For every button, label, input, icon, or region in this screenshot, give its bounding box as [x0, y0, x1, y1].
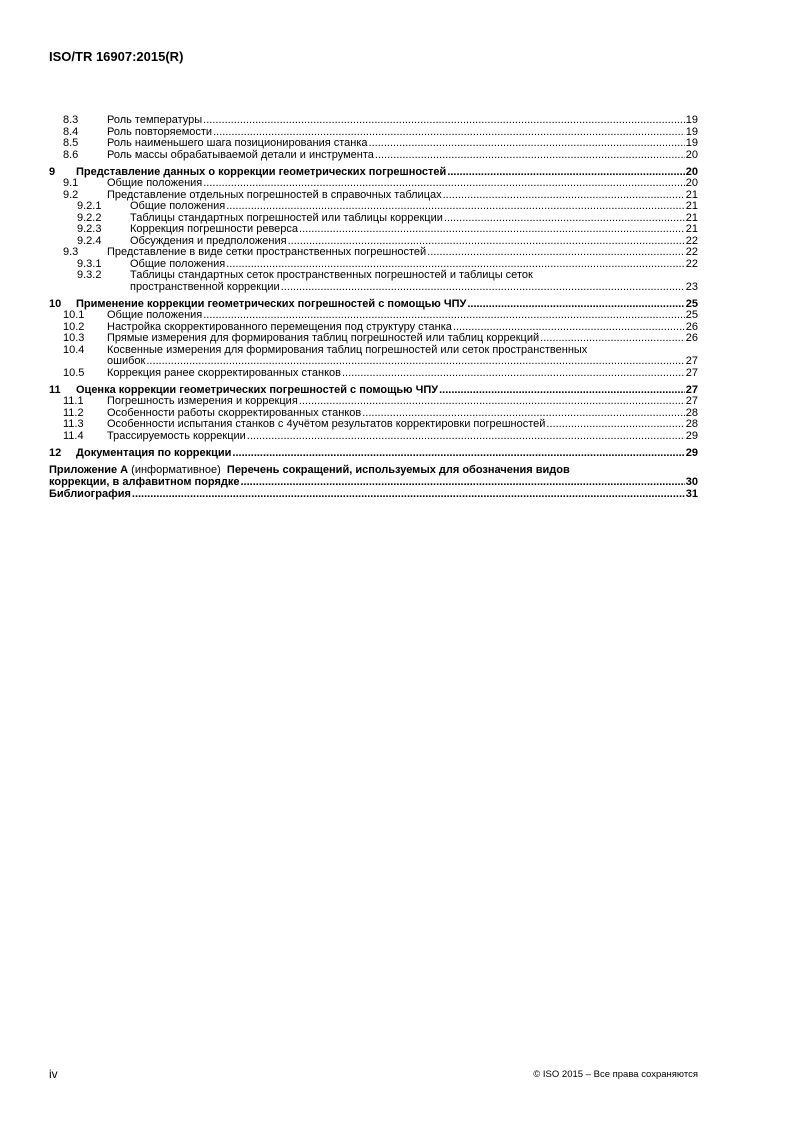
toc-leader [241, 476, 685, 488]
toc-number: 9.1 [63, 177, 79, 189]
toc-leader [540, 333, 685, 345]
toc-leader [444, 213, 685, 225]
toc-number: 9.3.1 [77, 257, 102, 270]
toc-number: 11.3 [63, 418, 84, 430]
toc-leader [203, 178, 685, 190]
toc-title: Общие положения [130, 257, 226, 270]
toc-title: Общие положения [107, 309, 203, 321]
toc-entry-8-3[interactable] [49, 115, 698, 127]
annex-title-line1: Перечень сокращений, используемых для обозначения видов [226, 464, 570, 476]
toc-title: Таблицы стандартных погрешностей или таблицы коррекции [130, 211, 443, 224]
toc-entry-8-6[interactable] [49, 150, 698, 162]
toc-page: 20 [685, 166, 698, 178]
toc-title: Представление в виде сетки пространственных погрешностей [107, 246, 427, 258]
toc-entry-9-2-1[interactable] [49, 201, 698, 213]
toc-title-line2: ошибок [107, 355, 146, 367]
toc-entry-8-5[interactable] [49, 138, 698, 150]
toc-page: 23 [685, 280, 698, 293]
toc-leader [439, 384, 685, 396]
page-number: iv [49, 1067, 58, 1081]
toc-leader [427, 247, 685, 259]
toc-page: 28 [685, 418, 698, 430]
toc-page: 21 [685, 223, 698, 235]
toc-entry-10-1[interactable] [49, 310, 698, 322]
toc-page: 26 [685, 320, 698, 333]
toc-number: 10.5 [63, 366, 85, 379]
toc-page: 25 [685, 309, 698, 321]
toc-title: Роль повторяемости [107, 125, 213, 138]
toc-page: 29 [685, 429, 698, 442]
toc-entry-10-4[interactable] [49, 345, 698, 368]
toc-title: Документация по коррекции [76, 447, 232, 459]
toc-title: Оценка коррекции геометрических погрешностей с помощью ЧПУ [76, 384, 439, 396]
toc-page: 28 [685, 406, 698, 419]
toc-number: 11 [49, 384, 61, 396]
toc-page: 27 [685, 366, 698, 379]
toc-page: 25 [685, 298, 698, 310]
toc-leader [247, 431, 685, 443]
toc-page: 31 [685, 488, 698, 500]
toc-number: 11.4 [63, 429, 84, 442]
toc-title: Настройка скорректированного перемещения под структуру станка [107, 320, 452, 333]
copyright-notice: © ISO 2015 – Все права сохраняются [533, 1069, 698, 1080]
toc-title: Особенности испытания станков с 4учётом результатов корректировки погрешностей [107, 418, 546, 430]
toc-number: 8.6 [63, 148, 79, 161]
toc-page: 29 [685, 447, 698, 459]
toc-number: 10.3 [63, 332, 85, 344]
toc-title: Роль массы обрабатываемой детали и инструмента [107, 148, 374, 161]
toc-entry-11-4[interactable] [49, 431, 698, 443]
annex-kind: (информативное) [131, 464, 221, 476]
toc-leader [281, 282, 685, 294]
toc-title: Библиография [49, 488, 131, 500]
toc-title: Роль наименьшего шага позиционирования станка [107, 137, 368, 149]
toc-leader [146, 356, 684, 368]
toc-entry-9-2-3[interactable] [49, 224, 698, 236]
toc-page: 27 [685, 355, 698, 367]
toc-entry-annex-a[interactable] [49, 464, 698, 488]
toc-number: 9.2.3 [77, 223, 102, 235]
toc-leader [203, 310, 685, 322]
toc-title-line2: пространственной коррекции [130, 280, 280, 293]
toc-title: Представление данных о коррекции геометрических погрешностей [76, 166, 447, 178]
toc-entry-9-3[interactable] [49, 247, 698, 259]
toc-number: 10.4 [63, 343, 85, 356]
toc-number: 10.2 [63, 320, 85, 333]
toc-number: 9.2.2 [77, 211, 102, 224]
toc-entry-bibliography[interactable] [49, 488, 698, 500]
toc-number: 8.3 [63, 114, 79, 126]
toc-page: 20 [685, 177, 698, 189]
toc-title: Коррекция ранее скорректированных станков [107, 366, 341, 379]
toc-leader [342, 368, 685, 380]
toc-page: 30 [685, 476, 698, 488]
toc-number: 8.4 [63, 125, 79, 138]
toc-leader [447, 166, 684, 178]
toc-title: Общие положения [107, 177, 203, 189]
toc-number: 11.2 [63, 406, 84, 419]
toc-page: 21 [685, 188, 698, 201]
toc-leader [132, 488, 685, 500]
toc-entry-9-3-2[interactable] [49, 270, 698, 293]
toc-page: 27 [685, 384, 698, 396]
toc-title: Представление отдельных погрешностей в справочных таблицах [107, 188, 442, 201]
toc-number: 10 [49, 298, 62, 310]
toc-title: Общие положения [130, 200, 226, 212]
toc-title: Прямые измерения для формирования таблиц погрешностей или таблиц коррекций [107, 332, 540, 344]
toc-page: 21 [685, 200, 698, 212]
toc-page: 19 [685, 114, 698, 126]
toc-leader [369, 138, 685, 150]
toc-page: 19 [685, 125, 698, 138]
toc-page: 22 [685, 234, 698, 247]
toc-title: Трассируемость коррекции [107, 429, 246, 442]
toc-title: Применение коррекции геометрических погрешностей с помощью ЧПУ [76, 298, 467, 310]
toc-entry-12[interactable] [49, 447, 698, 459]
toc-number: 9.2.4 [77, 234, 102, 247]
toc-title: Роль температуры [107, 114, 203, 126]
annex-title-line2: коррекции, в алфавитном порядке [49, 476, 240, 488]
toc-entry-9-1[interactable] [49, 178, 698, 190]
toc-page: 26 [685, 332, 698, 344]
toc-leader [232, 447, 684, 459]
toc-leader [226, 201, 685, 213]
toc-number: 9 [49, 166, 56, 178]
toc-number: 8.5 [63, 137, 79, 149]
toc-title: Обсуждения и предположения [130, 234, 287, 247]
toc-title: Коррекция погрешности реверса [130, 223, 299, 235]
toc-number: 9.2.1 [77, 200, 102, 212]
toc-entry-10-5[interactable] [49, 368, 698, 380]
toc-leader [443, 190, 685, 202]
toc-number: 9.3 [63, 246, 79, 258]
toc-number: 10.1 [63, 309, 85, 321]
document-id: ISO/TR 16907:2015(R) [49, 49, 184, 64]
toc-leader [467, 298, 684, 310]
toc-page: 22 [685, 246, 698, 258]
toc-title: Погрешность измерения и коррекция [107, 395, 298, 407]
toc-page: 20 [685, 148, 698, 161]
toc-entry-11-3[interactable] [49, 419, 698, 431]
table-of-contents [49, 115, 698, 500]
toc-leader [299, 224, 685, 236]
toc-number: 9.2 [63, 188, 79, 201]
toc-title-line1: Косвенные измерения для формирования таблиц погрешностей или сеток пространственных [107, 343, 588, 356]
toc-page: 21 [685, 211, 698, 224]
toc-number: 9.3.2 [77, 269, 102, 281]
toc-leader [203, 115, 685, 127]
toc-title: Особенности работы скорректированных станков [107, 406, 362, 419]
toc-entry-11-1[interactable] [49, 396, 698, 408]
toc-page: 27 [685, 395, 698, 407]
toc-leader [299, 396, 685, 408]
toc-leader [546, 419, 684, 431]
toc-number: 11.1 [63, 395, 84, 407]
toc-entry-10-3[interactable] [49, 333, 698, 345]
toc-leader [375, 150, 685, 162]
toc-page: 22 [685, 257, 698, 270]
toc-title-line1: Таблицы стандартных сеток пространственных погрешностей и таблицы сеток [130, 269, 533, 281]
toc-page: 19 [685, 137, 698, 149]
toc-number: 12 [49, 447, 62, 459]
annex-label: Приложение A [49, 464, 129, 476]
